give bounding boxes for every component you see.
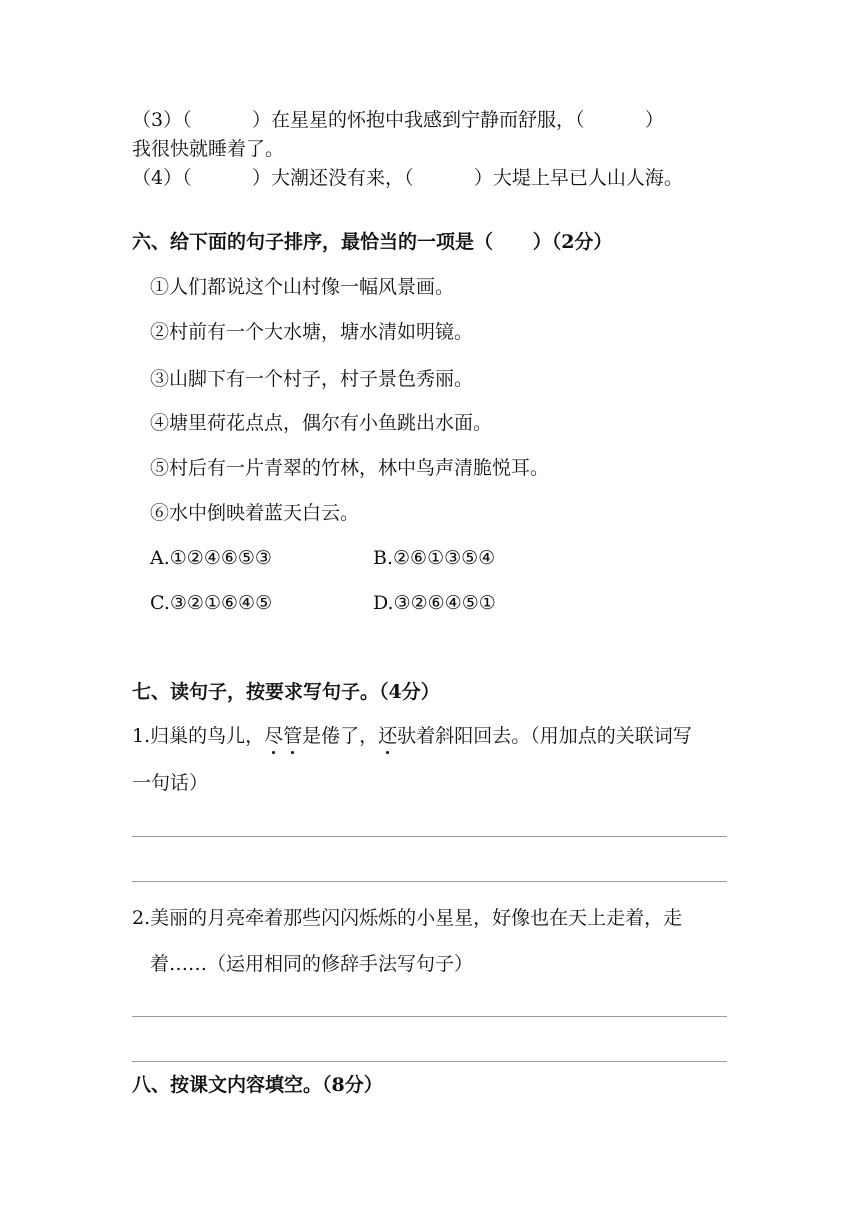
section-8-heading: 八、按课文内容填空。（8分） [132,1074,383,1096]
sentence-6: ⑥水中倒映着蓝天白云。 [150,502,360,524]
question-1-prefix: 1.归巢的鸟儿， [132,725,265,747]
answer-line-1b[interactable] [132,881,727,882]
question-1-line-2: 一句话） [132,772,209,794]
option-c: C.③②①⑥④⑤ [150,592,273,614]
fill-blank-item-4: （4）（ ）大潮还没有来，（ ）大堤上早已人山人海。 [132,167,683,189]
emphasis-dot-word-1: 尽 [264,725,284,747]
section-7-heading: 七、读句子，按要求写句子。（4分） [132,681,440,703]
question-2-line-2: 着……（运用相同的修辞手法写句子） [150,953,474,975]
answer-line-1a[interactable] [132,836,727,837]
section-6-heading: 六、给下面的句子排序，最恰当的一项是（ ）（2分） [132,231,613,253]
sentence-1: ①人们都说这个山村像一幅风景画。 [150,276,455,298]
option-b: B.②⑥①③⑤④ [373,547,496,569]
option-d: D.③②⑥④⑤① [373,592,496,614]
question-1-line-1 [132,723,692,749]
answer-line-2b[interactable] [132,1061,727,1062]
fill-blank-item-3-line-1: （3）（ ）在星星的怀抱中我感到宁静而舒服，（ ） [132,109,664,131]
question-2-line-1: 2.美丽的月亮牵着那些闪闪烁烁的小星星，好像也在天上走着，走 [132,907,683,929]
question-1-suffix: 驮着斜阳回去。（用加点的关联词写 [397,725,692,747]
fill-blank-item-3-line-2: 我很快就睡着了。 [132,138,285,160]
question-1-middle: 是倦了， [302,725,379,747]
sentence-5: ⑤村后有一片青翠的竹林，林中鸟声清脆悦耳。 [150,457,550,479]
sentence-2: ②村前有一个大水塘，塘水清如明镜。 [150,321,474,343]
emphasis-dot-word-3: 还 [378,725,398,747]
sentence-3: ③山脚下有一个村子，村子景色秀丽。 [150,368,474,390]
option-a: A.①②④⑥⑤③ [150,547,272,569]
emphasis-dot-word-2: 管 [283,725,303,747]
answer-line-2a[interactable] [132,1016,727,1017]
sentence-4: ④塘里荷花点点，偶尔有小鱼跳出水面。 [150,412,493,434]
